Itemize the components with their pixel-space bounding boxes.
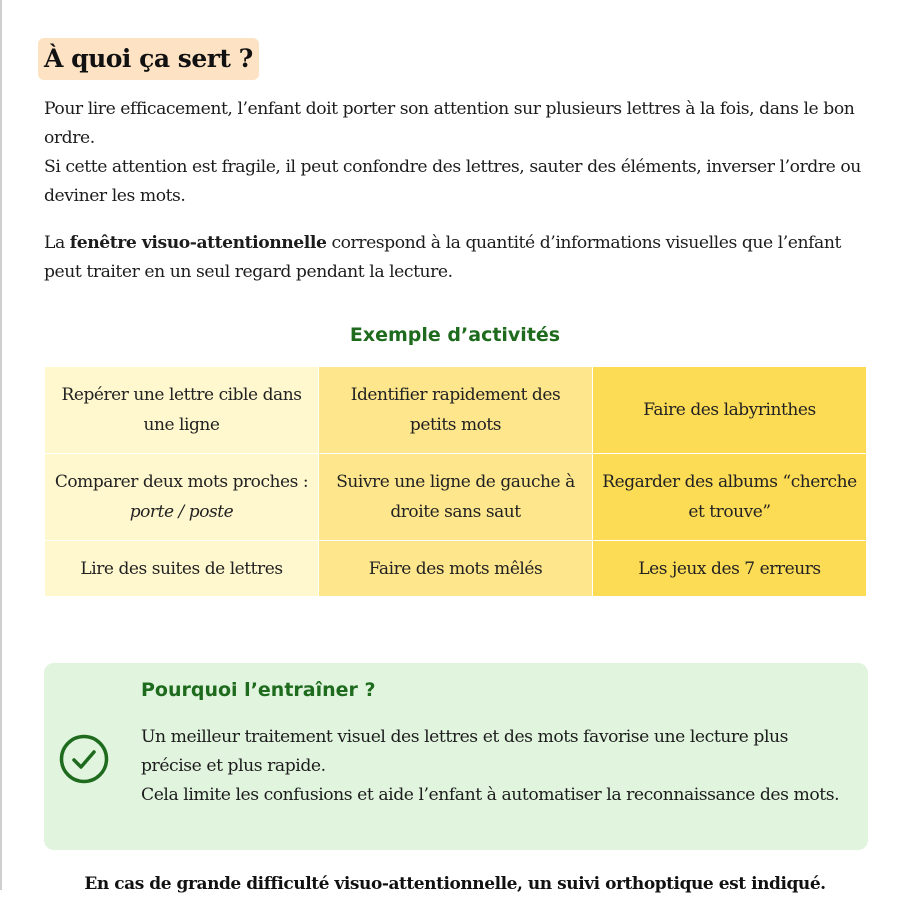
left-border-rule	[0, 0, 2, 890]
why-line-2: Cela limite les confusions et aide l’enfant à automatiser la reconnaissance des mots.	[141, 785, 840, 805]
intro-paragraph	[44, 95, 874, 211]
table-row	[45, 367, 867, 454]
activity-cell: Les jeux des 7 erreurs	[593, 541, 867, 597]
why-train-box	[44, 663, 868, 850]
definition-rest: correspond à la quantité d’informations visuelles que l’enfant peut traiter en un seul regard pendant la lecture.	[44, 233, 841, 282]
activity-cell	[45, 454, 319, 541]
why-line-1: Un meilleur traitement visuel des lettres et des mots favorise une lecture plus précise et plus rapide.	[141, 727, 788, 776]
table-row	[45, 541, 867, 597]
intro-line-1: Pour lire efficacement, l’enfant doit porter son attention sur plusieurs lettres à la fois, dans le bon ordre.	[44, 99, 855, 148]
activity-cell: Repérer une lettre cible dans une ligne	[45, 367, 319, 454]
activity-cell: Identifier rapidement des petits mots	[319, 367, 593, 454]
activity-cell: Regarder des albums “cherche et trouve”	[593, 454, 867, 541]
activity-cell-text: Comparer deux mots proches :	[54, 472, 309, 492]
intro-line-2: Si cette attention est fragile, il peut confondre des lettres, sauter des éléments, inverser l’ordre ou deviner les mots.	[44, 157, 861, 206]
page-heading: À quoi ça sert ?	[38, 38, 259, 80]
table-row	[45, 454, 867, 541]
compare-words: porte / poste	[129, 502, 234, 522]
activities-title: Exemple d’activités	[349, 324, 561, 346]
footer-note: En cas de grande difficulté visuo-attentionnelle, un suivi orthoptique est indiqué.	[84, 874, 826, 894]
definition-prefix: La	[44, 233, 70, 253]
why-train-title: Pourquoi l’entraîner ?	[141, 679, 376, 701]
why-train-text	[141, 723, 841, 810]
definition-paragraph	[44, 229, 874, 287]
activity-cell: Faire des mots mêlés	[319, 541, 593, 597]
activity-cell: Suivre une ligne de gauche à droite sans saut	[319, 454, 593, 541]
check-circle-icon	[59, 734, 109, 784]
activity-cell: Lire des suites de lettres	[45, 541, 319, 597]
definition-term: fenêtre visuo-attentionnelle	[69, 233, 327, 253]
activities-table	[44, 366, 867, 597]
activity-cell: Faire des labyrinthes	[593, 367, 867, 454]
